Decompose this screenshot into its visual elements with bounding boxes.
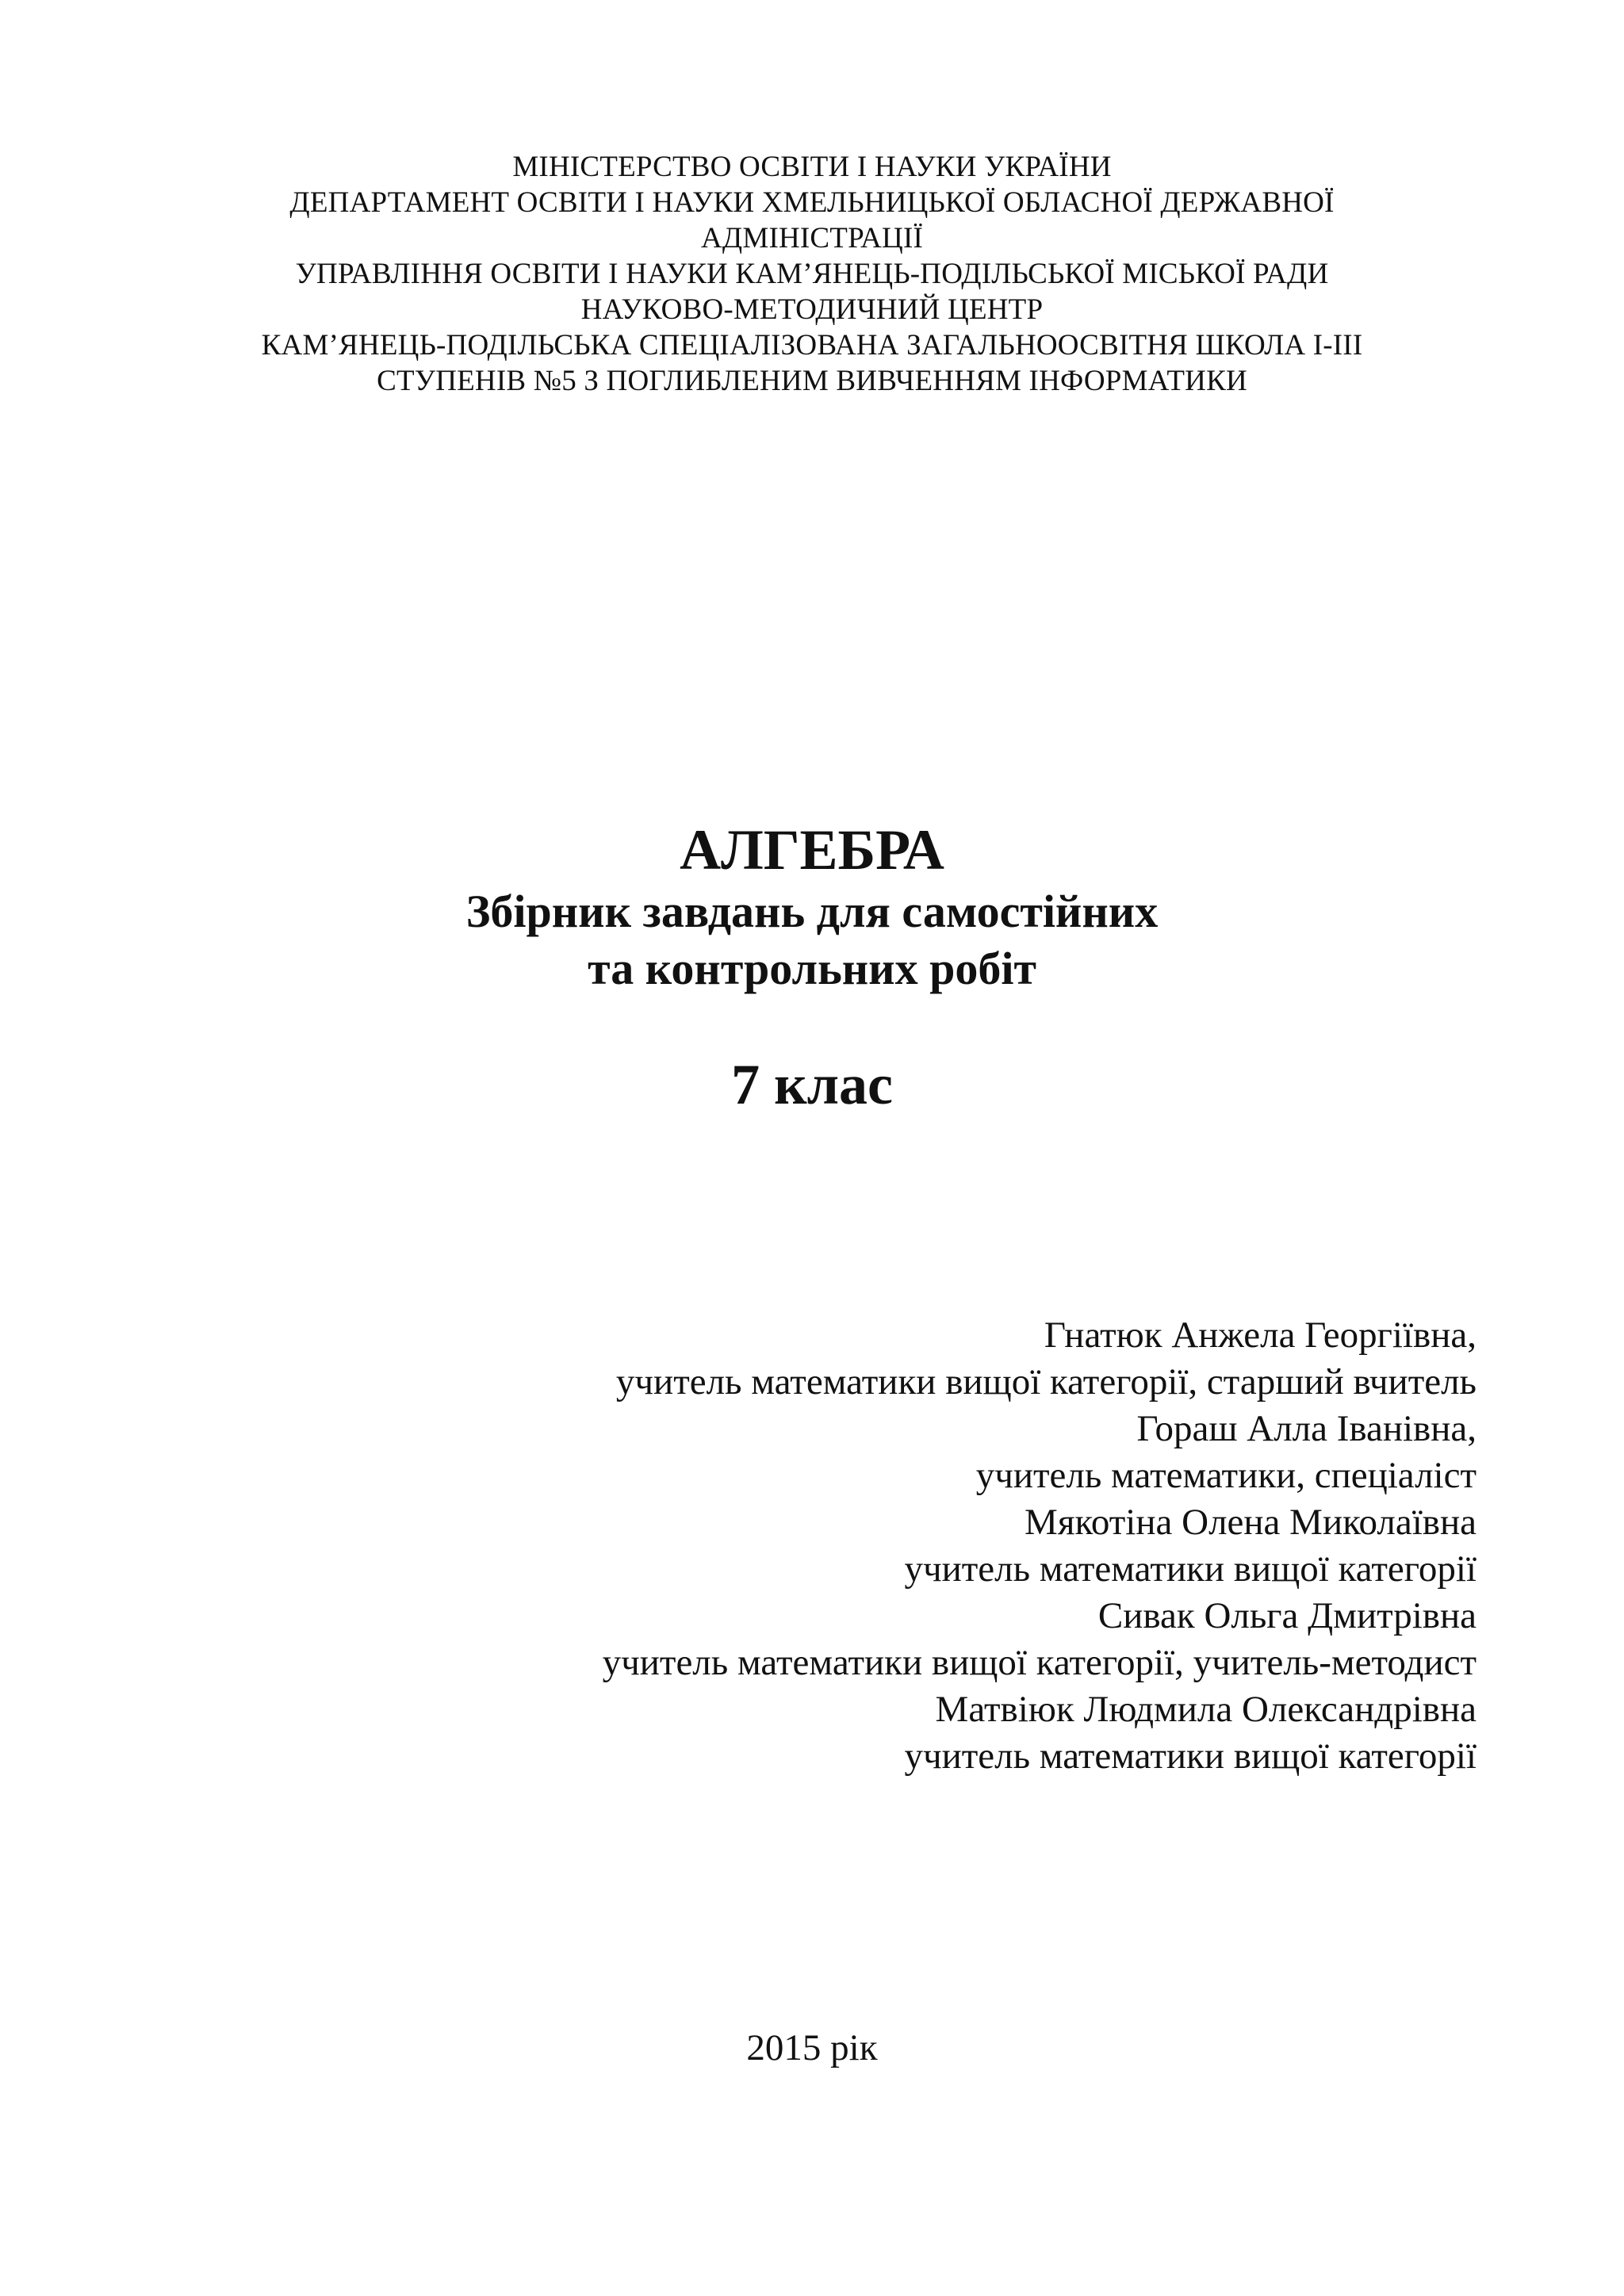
author-name: Сивак Ольга Дмитрівна bbox=[1097, 1595, 1477, 1636]
header-line-department: ДЕПАРТАМЕНТ ОСВІТИ І НАУКИ ХМЕЛЬНИЦЬКОЇ ОБЛАСНОЇ ДЕРЖАВНОЇ bbox=[289, 186, 1335, 219]
author-position: учитель математики вищої категорії, учитель-методист bbox=[602, 1642, 1477, 1683]
book-title: АЛГЕБРА bbox=[680, 818, 944, 882]
author-name: Матвіюк Людмила Олександрівна bbox=[935, 1689, 1477, 1730]
author-name: Гнатюк Анжела Георгіївна, bbox=[1044, 1314, 1477, 1356]
header-line-method-center: НАУКОВО-МЕТОДИЧНИЙ ЦЕНТР bbox=[580, 293, 1044, 326]
title-block bbox=[0, 817, 1624, 1118]
author-position: учитель математики вищої категорії, старший вчитель bbox=[615, 1361, 1477, 1402]
header-line-administration: АДМІНІСТРАЦІЇ bbox=[700, 222, 924, 254]
book-subtitle-line-2: та контрольних робіт bbox=[588, 943, 1036, 994]
author-position: учитель математики, спеціаліст bbox=[975, 1455, 1477, 1496]
authors-list bbox=[603, 1312, 1477, 1780]
header-line-ministry: МІНІСТЕРСТВО ОСВІТИ І НАУКИ УКРАЇНИ bbox=[512, 151, 1112, 183]
institution-header bbox=[0, 149, 1624, 399]
header-line-city-office: УПРАВЛІННЯ ОСВІТИ І НАУКИ КАМ’ЯНЕЦЬ-ПОДІЛЬСЬКОЇ МІСЬКОЇ РАДИ bbox=[295, 258, 1329, 290]
author-name: Гораш Алла Іванівна, bbox=[1136, 1408, 1477, 1449]
publication-year: 2015 рік bbox=[746, 2027, 878, 2068]
author-position: учитель математики вищої категорії bbox=[904, 1735, 1477, 1777]
book-subtitle-line-1: Збірник завдань для самостійних bbox=[465, 886, 1159, 937]
header-line-school-profile: СТУПЕНІВ №5 З ПОГЛИБЛЕНИМ ВИВЧЕННЯМ ІНФОРМАТИКИ bbox=[377, 365, 1247, 397]
author-position: учитель математики вищої категорії bbox=[904, 1548, 1477, 1590]
header-line-school: КАМ’ЯНЕЦЬ-ПОДІЛЬСЬКА СПЕЦІАЛІЗОВАНА ЗАГАЛЬНООСВІТНЯ ШКОЛА І-ІІІ bbox=[261, 329, 1363, 362]
grade-label: 7 клас bbox=[731, 1053, 893, 1116]
author-name: Мякотіна Олена Миколаївна bbox=[1025, 1502, 1477, 1543]
